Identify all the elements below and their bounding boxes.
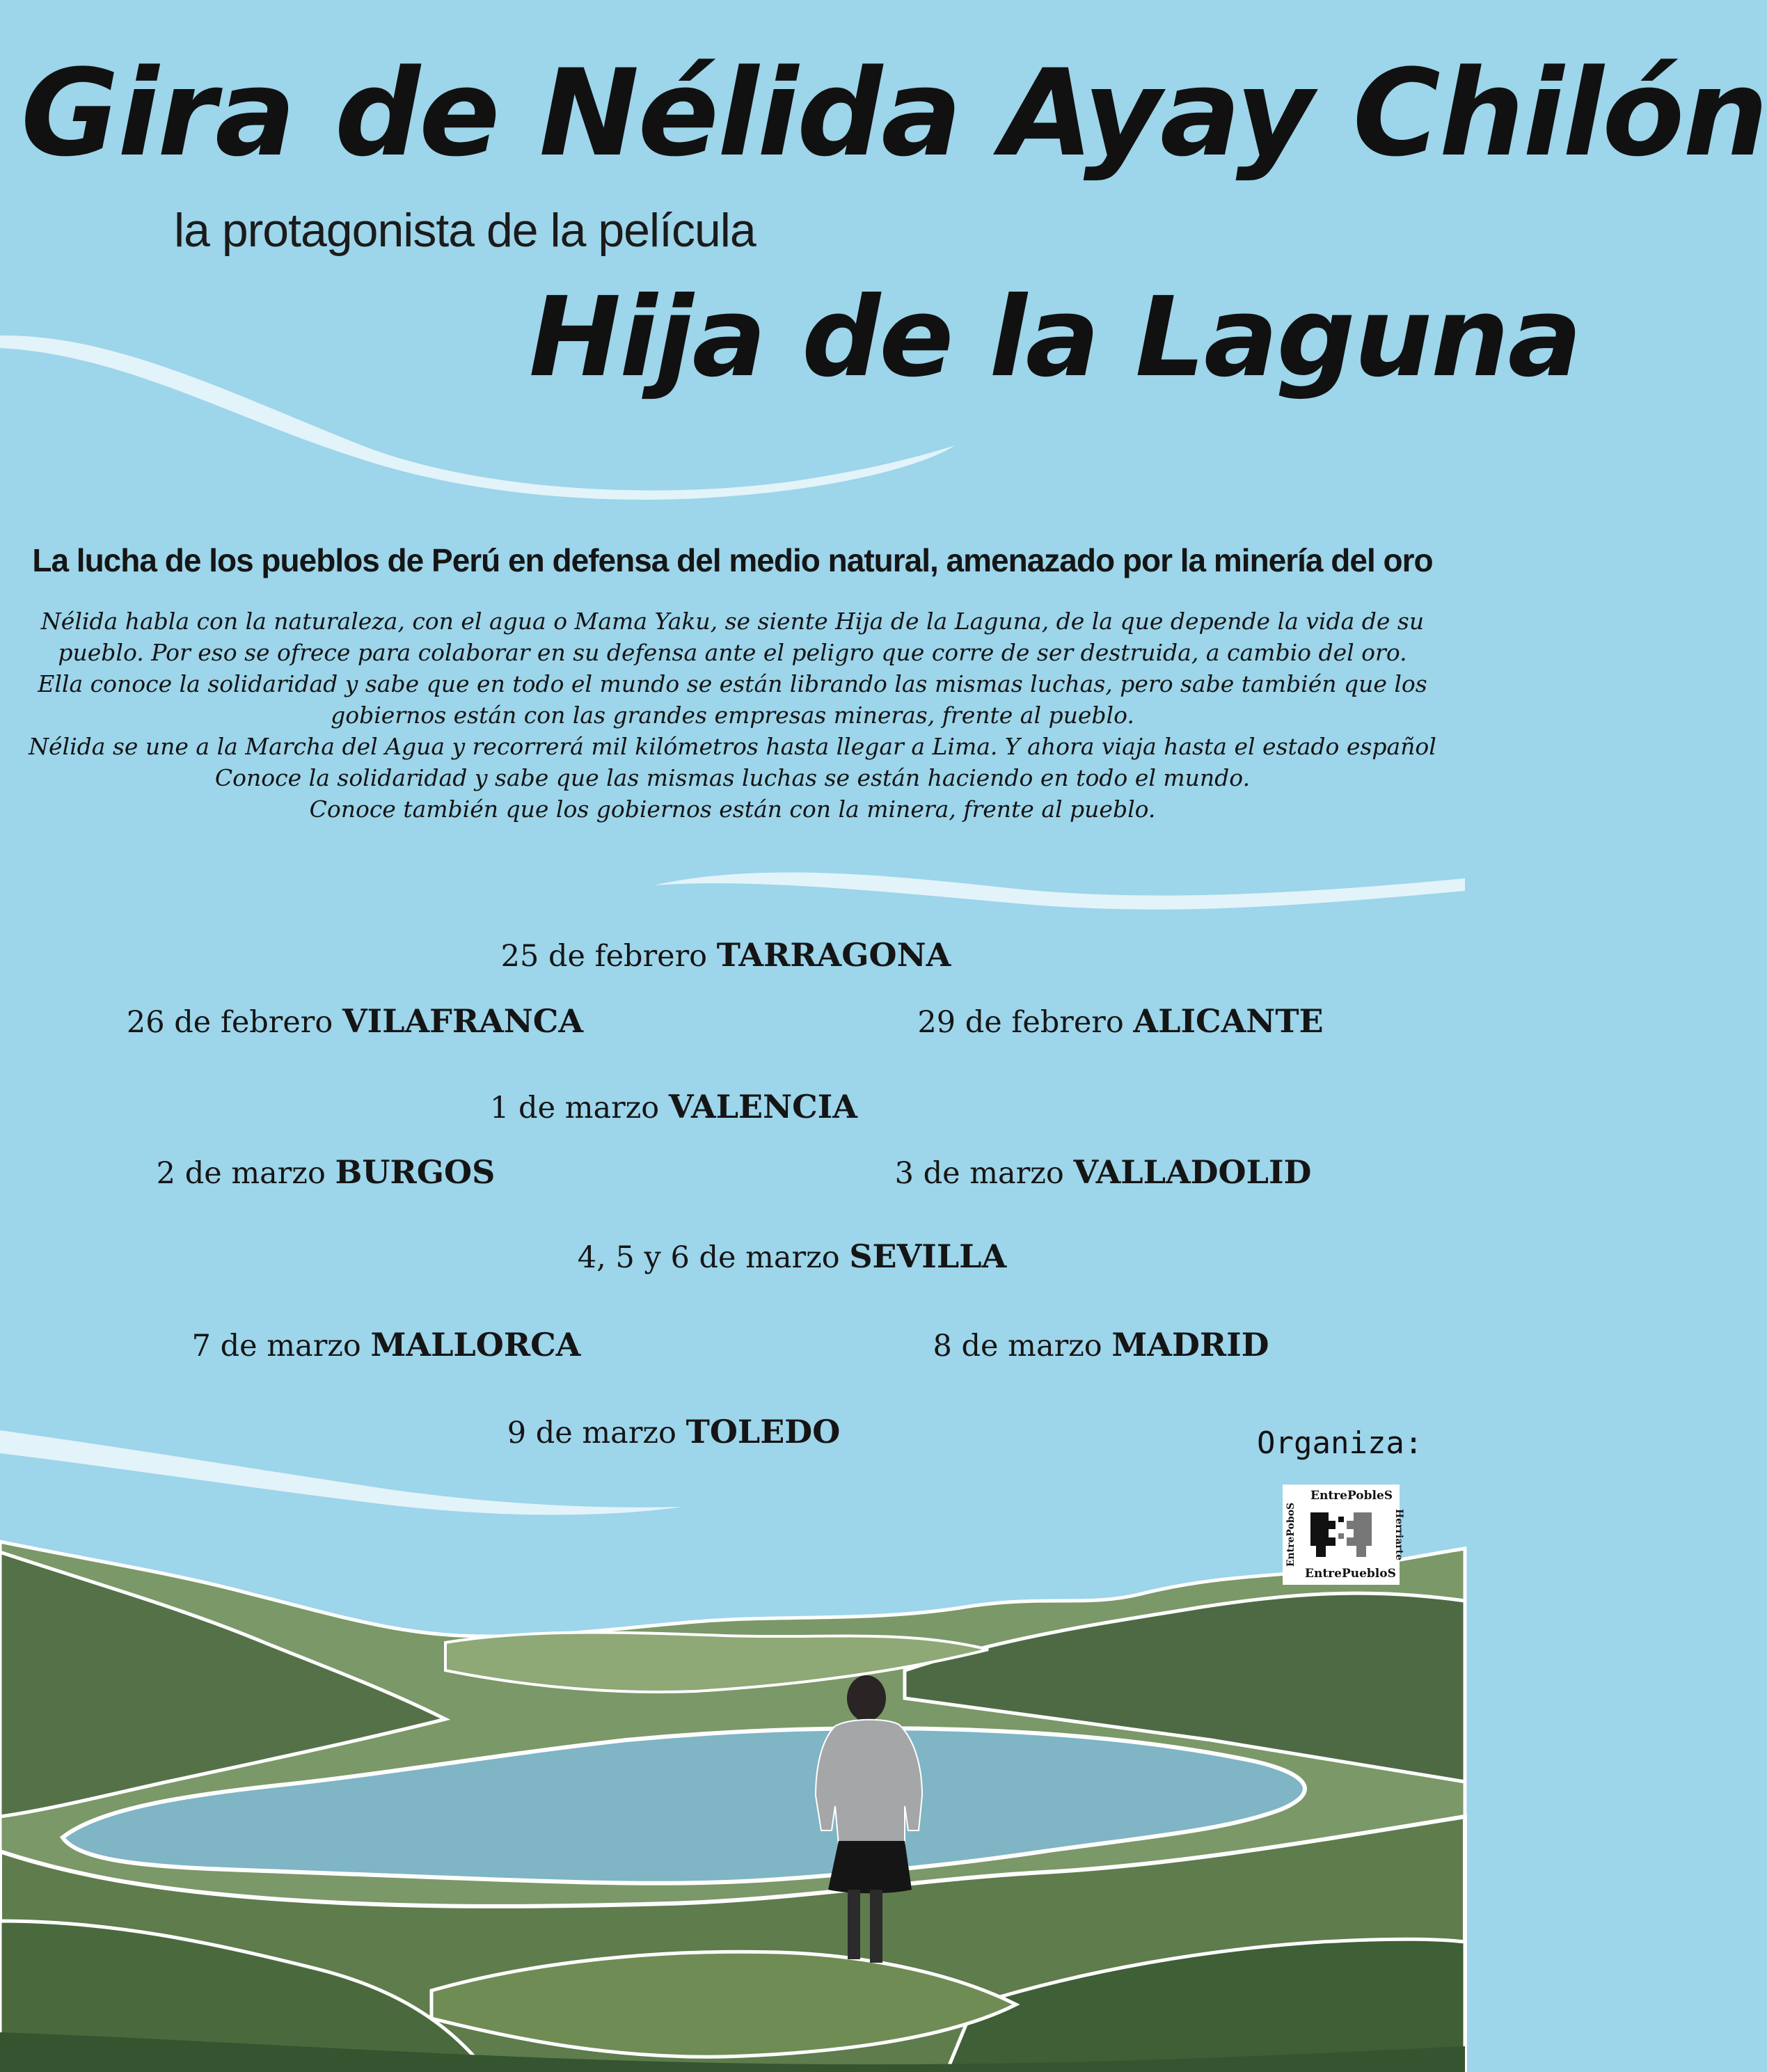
tour-date-alicante — [917, 1002, 1323, 1040]
tour-date-day: 2 de marzo — [156, 1156, 326, 1191]
tour-date-city: VILAFRANCA — [342, 1002, 584, 1040]
description — [21, 606, 1444, 825]
tour-date-vilafranca — [127, 1002, 583, 1040]
description-line: Conoce también que los gobiernos están con la minera, frente al pueblo. — [309, 796, 1156, 823]
tour-date-sevilla — [578, 1237, 1006, 1275]
tour-date-burgos — [157, 1153, 496, 1191]
tour-date-city: MALLORCA — [370, 1326, 581, 1363]
tour-date-day: 4, 5 y 6 de marzo — [577, 1240, 840, 1275]
film-title: Hija de la Laguna — [529, 274, 1581, 402]
description-line: Nélida habla con la naturaleza, con el agua o Mama Yaku, se siente Hija de la Laguna, de la que depende la vida de su — [40, 608, 1425, 635]
tour-date-city: ALICANTE — [1133, 1002, 1324, 1040]
tour-date-city: TARRAGONA — [716, 936, 951, 974]
tour-date-day: 26 de febrero — [126, 1005, 333, 1040]
description-line: Conoce la solidaridad y sabe que las mismas luchas se están haciendo en todo el mundo. — [214, 764, 1251, 791]
entrepueblos-logo — [1283, 1485, 1405, 1585]
tour-title: Gira de Nélida Ayay Chilón — [21, 43, 1767, 183]
logo-text-bottom: EntrePuebloS — [1305, 1567, 1396, 1581]
tour-date-day: 8 de marzo — [933, 1329, 1102, 1363]
tour-date-tarragona — [501, 936, 951, 974]
tour-date-city: TOLEDO — [686, 1413, 841, 1450]
film-intro-text: la protagonista de la película — [174, 204, 756, 257]
tour-date-city: VALLADOLID — [1073, 1153, 1312, 1191]
organizer-label: Organiza: — [1257, 1425, 1423, 1461]
tagline: La lucha de los pueblos de Perú en defensa del medio natural, amenazado por la minería del oro — [32, 542, 1433, 578]
tour-date-mallorca — [192, 1326, 581, 1363]
logo-text-right: Herriarte — [1393, 1508, 1405, 1561]
tour-date-day: 1 de marzo — [490, 1091, 660, 1125]
tour-date-city: BURGOS — [335, 1153, 496, 1191]
tour-date-day: 3 de marzo — [894, 1156, 1064, 1191]
tour-date-day: 25 de febrero — [500, 939, 708, 974]
logo-text-top: EntrePobleS — [1310, 1489, 1393, 1503]
logo-faces-icon — [1308, 1505, 1374, 1564]
tour-date-city: VALENCIA — [668, 1088, 857, 1125]
tour-date-city: SEVILLA — [849, 1237, 1007, 1275]
description-line: gobiernos están con las grandes empresas mineras, frente al pueblo. — [331, 702, 1134, 729]
tour-date-day: 7 de marzo — [191, 1329, 361, 1363]
description-line: Ella conoce la solidaridad y sabe que en todo el mundo se están librando las mismas luchas, pero sabe también que los — [38, 670, 1427, 697]
tour-date-day: 29 de febrero — [917, 1005, 1124, 1040]
tour-date-toledo — [507, 1413, 841, 1450]
tour-date-valladolid — [895, 1153, 1312, 1191]
wave-swoosh-middle — [654, 872, 1465, 909]
logo-text-left: EntrePoboS — [1285, 1502, 1297, 1567]
tour-date-madrid — [933, 1326, 1269, 1363]
tour-date-valencia — [490, 1088, 857, 1125]
description-line: Nélida se une a la Marcha del Agua y recorrerá mil kilómetros hasta llegar a Lima. Y ahora viaja hasta el estado español — [29, 733, 1436, 760]
tour-date-city: MADRID — [1111, 1326, 1269, 1363]
description-line: pueblo. Por eso se ofrece para colaborar en su defensa ante el peligro que corre de ser destruida, a cambio del oro. — [58, 639, 1407, 666]
tour-date-day: 9 de marzo — [507, 1416, 676, 1450]
